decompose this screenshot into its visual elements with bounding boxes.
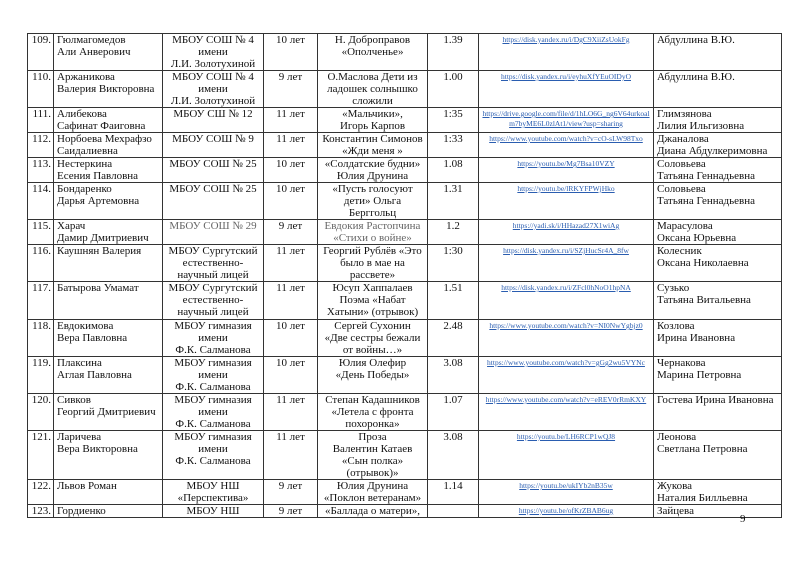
participant-age-cell: 9 лет bbox=[264, 505, 318, 518]
teacher-name-cell: Чернакова Марина Петровна bbox=[654, 357, 782, 394]
participant-age-cell: 11 лет bbox=[264, 245, 318, 282]
table-row bbox=[28, 34, 782, 71]
participant-age-cell: 10 лет bbox=[264, 34, 318, 71]
participant-name-cell: Норбоева Мехрафзо Саидалиевна bbox=[54, 133, 163, 158]
participant-age-cell: 10 лет bbox=[264, 320, 318, 357]
video-link[interactable]: https://youtu.be/lRKYFPWjHko bbox=[517, 184, 615, 193]
teacher-name-cell: Сузько Татьяна Витальевна bbox=[654, 282, 782, 320]
participant-age-cell: 11 лет bbox=[264, 108, 318, 133]
video-link-cell bbox=[479, 220, 654, 245]
table-row bbox=[28, 220, 782, 245]
row-number-cell: 112. bbox=[28, 133, 54, 158]
table-row bbox=[28, 357, 782, 394]
school-name-cell: МБОУ СОШ № 4 имени Л.И. Золотухиной bbox=[163, 34, 264, 71]
table-row bbox=[28, 320, 782, 357]
participant-name-cell: Алибекова Сафинат Фаиговна bbox=[54, 108, 163, 133]
video-link[interactable]: https://www.youtube.com/watch?v=cO-sLW98Txo bbox=[489, 134, 643, 143]
video-link[interactable]: https://disk.yandex.ru/i/DgC9XiiZsUokFg bbox=[502, 35, 630, 44]
video-link-cell bbox=[479, 158, 654, 183]
duration-cell: 1.2 bbox=[428, 220, 479, 245]
video-link[interactable]: https://youtu.be/ofKrZBAB6ug bbox=[518, 506, 614, 515]
participants-table bbox=[27, 33, 782, 518]
row-number-cell: 114. bbox=[28, 183, 54, 220]
school-name-cell: МБОУ СОШ № 9 bbox=[163, 133, 264, 158]
video-link[interactable]: https://disk.yandex.ru/i/eyhuXfYEuOIDyO bbox=[501, 72, 631, 81]
participant-name-cell: Каушнян Валерия bbox=[54, 245, 163, 282]
video-link-cell bbox=[479, 505, 654, 518]
video-link-cell bbox=[479, 394, 654, 431]
table-row bbox=[28, 183, 782, 220]
duration-cell: 1.31 bbox=[428, 183, 479, 220]
participant-name-cell: Гюлмагомедов Али Анверович bbox=[54, 34, 163, 71]
work-title-cell: Георгий Рублёв «Это было в мае на рассвете» bbox=[318, 245, 428, 282]
teacher-name-cell: Соловьева Татьяна Геннадьевна bbox=[654, 158, 782, 183]
participant-name-cell: Евдокимова Вера Павловна bbox=[54, 320, 163, 357]
teacher-name-cell: Абдуллина В.Ю. bbox=[654, 34, 782, 71]
work-title-cell: О.Маслова Дети из ладошек солнышко сложили bbox=[318, 71, 428, 108]
participant-name-cell: Львов Роман bbox=[54, 480, 163, 505]
video-link[interactable]: https://youtu.be/LH6RCP1wQJ8 bbox=[516, 432, 616, 441]
video-link[interactable]: https://www.youtube.com/watch?v=NI0NwYgbjz0 bbox=[489, 321, 643, 330]
participant-age-cell: 11 лет bbox=[264, 394, 318, 431]
school-name-cell: МБОУ СОШ № 25 bbox=[163, 158, 264, 183]
school-name-cell: МБОУ СОШ № 29 bbox=[163, 220, 264, 245]
video-link[interactable]: https://www.youtube.com/watch?v=eREV0rRmKXY bbox=[485, 395, 647, 404]
duration-cell bbox=[428, 505, 479, 518]
row-number-cell: 123. bbox=[28, 505, 54, 518]
work-title-cell: Юсуп Хаппалаев Поэма «Набат Хатыни» (отрывок) bbox=[318, 282, 428, 320]
video-link-cell bbox=[479, 108, 654, 133]
teacher-name-cell: Зайцева bbox=[654, 505, 782, 518]
table-row bbox=[28, 505, 782, 518]
work-title-cell: «Мальчики», Игорь Карпов bbox=[318, 108, 428, 133]
table-row bbox=[28, 394, 782, 431]
row-number-cell: 117. bbox=[28, 282, 54, 320]
video-link[interactable]: https://drive.google.com/file/d/1hLO6G_ng6V64urkoalm7byME6L0zlAt1/view?usp=sharing bbox=[482, 109, 650, 128]
school-name-cell: МБОУ НШ «Перспектива» bbox=[163, 480, 264, 505]
work-title-cell: Константин Симонов «Жди меня » bbox=[318, 133, 428, 158]
participant-age-cell: 11 лет bbox=[264, 133, 318, 158]
duration-cell: 1.14 bbox=[428, 480, 479, 505]
work-title-cell: Проза Валентин Катаев «Сын полка» (отрывок)» bbox=[318, 431, 428, 480]
duration-cell: 3.08 bbox=[428, 431, 479, 480]
duration-cell: 2.48 bbox=[428, 320, 479, 357]
duration-cell: 1.00 bbox=[428, 71, 479, 108]
video-link-cell bbox=[479, 320, 654, 357]
video-link-cell bbox=[479, 245, 654, 282]
table-row bbox=[28, 158, 782, 183]
teacher-name-cell: Соловьева Татьяна Геннадьевна bbox=[654, 183, 782, 220]
duration-cell: 1.08 bbox=[428, 158, 479, 183]
table-row bbox=[28, 133, 782, 158]
school-name-cell: МБОУ гимназия имени Ф.К. Салманова bbox=[163, 320, 264, 357]
table-row bbox=[28, 480, 782, 505]
video-link[interactable]: https://yadi.sk/i/HHazad27X1wiAg bbox=[512, 221, 620, 230]
video-link[interactable]: https://youtu.be/ukIYb2nB35w bbox=[519, 481, 613, 490]
participant-name-cell: Бондаренко Дарья Артемовна bbox=[54, 183, 163, 220]
table-row bbox=[28, 431, 782, 480]
participant-age-cell: 10 лет bbox=[264, 183, 318, 220]
teacher-name-cell: Козлова Ирина Ивановна bbox=[654, 320, 782, 357]
work-title-cell: Юлия Друнина «Поклон ветеранам» bbox=[318, 480, 428, 505]
video-link-cell bbox=[479, 480, 654, 505]
work-title-cell: «Солдатские будни» Юлия Друнина bbox=[318, 158, 428, 183]
participant-name-cell: Нестеркина Есения Павловна bbox=[54, 158, 163, 183]
duration-cell: 1:35 bbox=[428, 108, 479, 133]
participant-age-cell: 9 лет bbox=[264, 480, 318, 505]
duration-cell: 1:33 bbox=[428, 133, 479, 158]
work-title-cell: Степан Кадашников «Летела с фронта похоронка» bbox=[318, 394, 428, 431]
participant-age-cell: 10 лет bbox=[264, 158, 318, 183]
video-link[interactable]: https://youtu.be/Mg7Bsa10VZY bbox=[517, 159, 615, 168]
duration-cell: 1.07 bbox=[428, 394, 479, 431]
table-row bbox=[28, 245, 782, 282]
duration-cell: 3.08 bbox=[428, 357, 479, 394]
video-link-cell bbox=[479, 282, 654, 320]
video-link-cell bbox=[479, 357, 654, 394]
participant-age-cell: 9 лет bbox=[264, 71, 318, 108]
video-link[interactable]: https://disk.yandex.ru/i/ZFcl0hNoO1hpNA bbox=[501, 283, 631, 292]
teacher-name-cell: Джаналова Диана Абдулкеримовна bbox=[654, 133, 782, 158]
participant-name-cell: Батырова Умамат bbox=[54, 282, 163, 320]
teacher-name-cell: Жукова Наталия Билльевна bbox=[654, 480, 782, 505]
work-title-cell: Юлия Олефир «День Победы» bbox=[318, 357, 428, 394]
row-number-cell: 109. bbox=[28, 34, 54, 71]
video-link-cell bbox=[479, 431, 654, 480]
row-number-cell: 121. bbox=[28, 431, 54, 480]
row-number-cell: 110. bbox=[28, 71, 54, 108]
work-title-cell: Сергей Сухонин «Две сестры бежали от войны…» bbox=[318, 320, 428, 357]
work-title-cell: Евдокия Растопчина «Стихи о войне» bbox=[318, 220, 428, 245]
row-number-cell: 122. bbox=[28, 480, 54, 505]
school-name-cell: МБОУ Сургутский естественно- научный лицей bbox=[163, 245, 264, 282]
teacher-name-cell: Абдуллина В.Ю. bbox=[654, 71, 782, 108]
teacher-name-cell: Колесник Оксана Николаевна bbox=[654, 245, 782, 282]
participant-age-cell: 9 лет bbox=[264, 220, 318, 245]
participant-age-cell: 11 лет bbox=[264, 282, 318, 320]
school-name-cell: МБОУ СОШ № 4 имени Л.И. Золотухиной bbox=[163, 71, 264, 108]
school-name-cell: МБОУ Сургутский естественно- научный лицей bbox=[163, 282, 264, 320]
page-number: 9 bbox=[740, 513, 746, 525]
school-name-cell: МБОУ гимназия имени Ф.К. Салманова bbox=[163, 431, 264, 480]
work-title-cell: Н. Доброправов «Ополченье» bbox=[318, 34, 428, 71]
work-title-cell: «Пусть голосуют дети» Ольга Берггольц bbox=[318, 183, 428, 220]
video-link[interactable]: https://disk.yandex.ru/i/SZjHucSr4A_8fw bbox=[503, 246, 629, 255]
participant-name-cell: Сивков Георгий Дмитриевич bbox=[54, 394, 163, 431]
table-row bbox=[28, 108, 782, 133]
row-number-cell: 118. bbox=[28, 320, 54, 357]
school-name-cell: МБОУ СОШ № 25 bbox=[163, 183, 264, 220]
duration-cell: 1:30 bbox=[428, 245, 479, 282]
row-number-cell: 113. bbox=[28, 158, 54, 183]
teacher-name-cell: Марасулова Оксана Юрьевна bbox=[654, 220, 782, 245]
duration-cell: 1.51 bbox=[428, 282, 479, 320]
school-name-cell: МБОУ СШ № 12 bbox=[163, 108, 264, 133]
participant-name-cell: Плаксина Аглая Павловна bbox=[54, 357, 163, 394]
video-link-cell bbox=[479, 133, 654, 158]
video-link-cell bbox=[479, 71, 654, 108]
table-body bbox=[28, 34, 782, 518]
school-name-cell: МБОУ НШ bbox=[163, 505, 264, 518]
video-link[interactable]: https://www.youtube.com/watch?v=gGg2wu5VYNc bbox=[487, 358, 645, 367]
school-name-cell: МБОУ гимназия имени Ф.К. Салманова bbox=[163, 357, 264, 394]
table-row bbox=[28, 282, 782, 320]
teacher-name-cell: Гостева Ирина Ивановна bbox=[654, 394, 782, 431]
school-name-cell: МБОУ гимназия имени Ф.К. Салманова bbox=[163, 394, 264, 431]
row-number-cell: 119. bbox=[28, 357, 54, 394]
participant-name-cell: Аржаникова Валерия Викторовна bbox=[54, 71, 163, 108]
duration-cell: 1.39 bbox=[428, 34, 479, 71]
participant-age-cell: 10 лет bbox=[264, 357, 318, 394]
video-link-cell bbox=[479, 183, 654, 220]
video-link-cell bbox=[479, 34, 654, 71]
work-title-cell: «Баллада о матери», bbox=[318, 505, 428, 518]
teacher-name-cell: Глимзянова Лилия Ильгизовна bbox=[654, 108, 782, 133]
row-number-cell: 115. bbox=[28, 220, 54, 245]
table-row bbox=[28, 71, 782, 108]
participant-name-cell: Ларичева Вера Викторовна bbox=[54, 431, 163, 480]
participant-name-cell: Гордиенко bbox=[54, 505, 163, 518]
teacher-name-cell: Леонова Светлана Петровна bbox=[654, 431, 782, 480]
row-number-cell: 111. bbox=[28, 108, 54, 133]
row-number-cell: 120. bbox=[28, 394, 54, 431]
participant-age-cell: 11 лет bbox=[264, 431, 318, 480]
participant-name-cell: Харач Дамир Дмитриевич bbox=[54, 220, 163, 245]
row-number-cell: 116. bbox=[28, 245, 54, 282]
